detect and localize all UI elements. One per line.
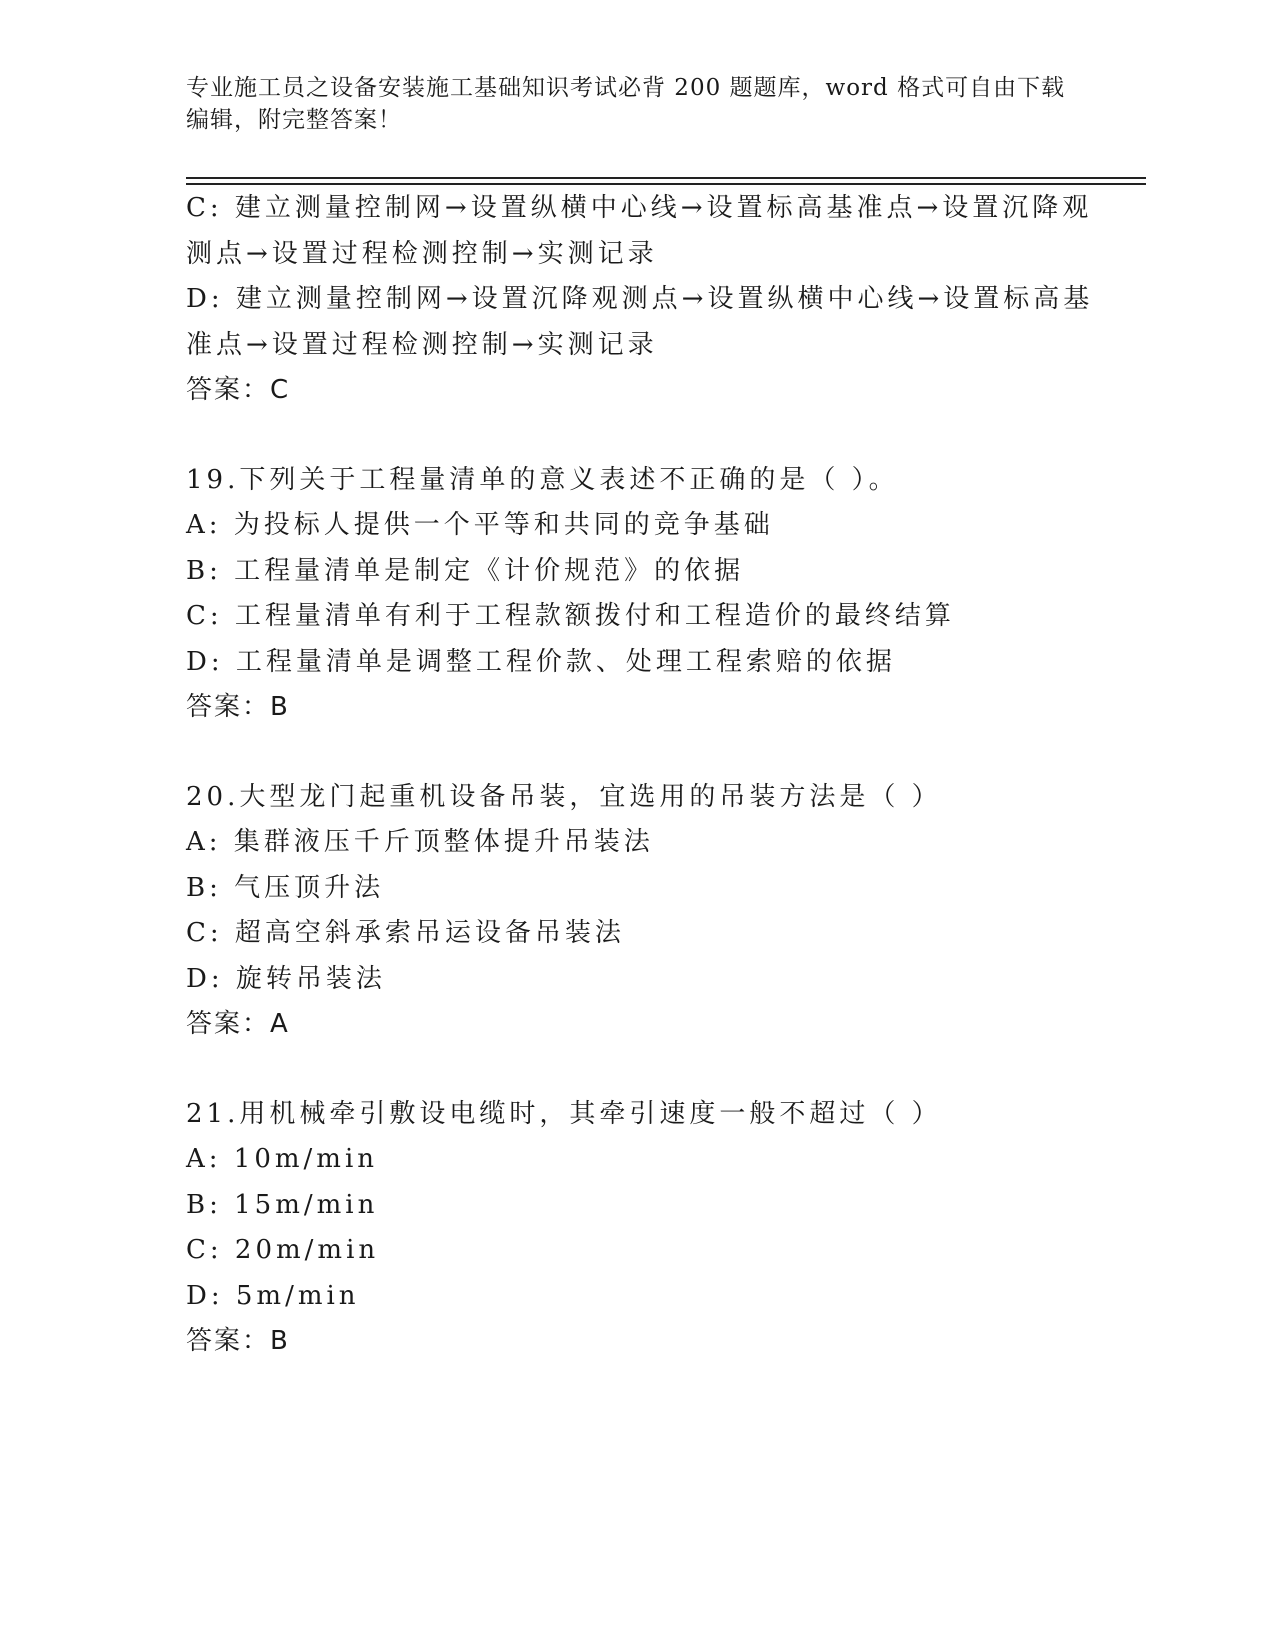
question-21: [186, 1092, 1086, 1365]
option-b: B: 15m/min: [186, 1189, 379, 1220]
option-c-line-1: C: 建立测量控制网→设置纵横中心线→设置标高基准点→设置沉降观: [186, 193, 1093, 223]
option-c: C: 工程量清单有利于工程款额拨付和工程造价的最终结算: [186, 601, 955, 631]
question-19: [186, 458, 1086, 731]
option-a: A: 集群液压千斤顶整体提升吊装法: [186, 827, 654, 857]
header-divider-top: [186, 177, 1146, 179]
header-title-line-1: 专业施工员之设备安装施工基础知识考试必背 200 题题库，word 格式可自由下载: [186, 75, 1066, 101]
option-c: C: 20m/min: [186, 1235, 380, 1265]
question-content: [186, 186, 1094, 1365]
option-a: A: 为投标人提供一个平等和共同的竞争基础: [186, 510, 774, 540]
answer-line: 答案：B: [186, 692, 290, 722]
option-c: C: 超高空斜承索吊运设备吊装法: [186, 918, 625, 948]
answer-line: 答案：A: [186, 1009, 290, 1039]
spacer: [186, 731, 1086, 775]
option-c-line-2: 测点→设置过程检测控制→实测记录: [186, 238, 658, 269]
option-d-line-1: D: 建立测量控制网→设置沉降观测点→设置纵横中心线→设置标高基: [186, 284, 1094, 314]
answer-line: 答案：B: [186, 1326, 290, 1356]
question-20: [186, 775, 1086, 1048]
document-header: [186, 72, 1066, 136]
header-title-line-2: 编辑，附完整答案！: [186, 107, 402, 133]
spacer: [186, 414, 1086, 458]
option-d: D: 工程量清单是调整工程价款、处理工程索赔的依据: [186, 646, 896, 677]
carryover-question: [186, 186, 1094, 414]
question-stem: 21.用机械牵引敷设电缆时，其牵引速度一般不超过（ ）: [186, 1098, 942, 1129]
header-divider-bottom: [186, 183, 1146, 185]
option-b: B: 气压顶升法: [186, 872, 385, 903]
spacer: [186, 1048, 1086, 1092]
option-a: A: 10m/min: [186, 1144, 379, 1174]
option-b: B: 工程量清单是制定《计价规范》的依据: [186, 555, 745, 586]
option-d-line-2: 准点→设置过程检测控制→实测记录: [186, 329, 658, 360]
option-d: D: 5m/min: [186, 1280, 360, 1311]
option-d: D: 旋转吊装法: [186, 963, 386, 994]
question-stem: 20.大型龙门起重机设备吊装，宜选用的吊装方法是（ ）: [186, 781, 942, 812]
answer-line: 答案：C: [186, 375, 291, 405]
question-stem: 19.下列关于工程量清单的意义表述不正确的是（ ）。: [186, 464, 899, 495]
